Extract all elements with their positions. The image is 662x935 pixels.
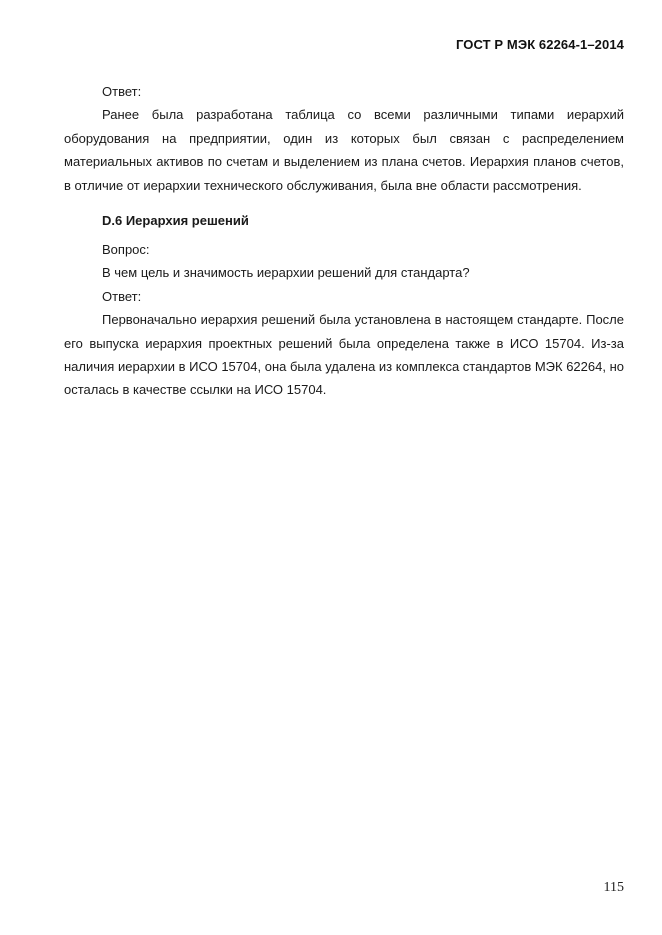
page-number: 115: [603, 880, 624, 895]
answer-label-2: Ответ:: [102, 288, 142, 304]
section-heading: D.6 Иерархия решений: [102, 213, 249, 229]
answer-paragraph-2: Первоначально иерархия решений была установлена в настоящем стандарте. После его выпуска иерархия проектных решений была определена также в ИСО 15704. Из-за наличия иерархии в ИСО 15704, она была удалена из комплекса стандартов МЭК 62264, но осталась в качестве ссылки на ИСО 15704.: [64, 312, 624, 398]
page-content: [64, 80, 624, 402]
question-paragraph: В чем цель и значимость иерархии решений для стандарта?: [102, 265, 470, 281]
question-label: Вопрос:: [102, 242, 150, 258]
document-code-header: ГОСТ Р МЭК 62264-1–2014: [456, 37, 624, 52]
answer-paragraph: Ранее была разработана таблица со всеми различными типами иерархий оборудования на предприятии, один из которых был связан с распределением материальных активов по счетам и выделением из плана счетов. Иерархия планов счетов, в отличие от иерархии технического обслуживания, была вне области рассмотрения.: [64, 107, 624, 193]
answer-label: Ответ:: [102, 84, 142, 99]
